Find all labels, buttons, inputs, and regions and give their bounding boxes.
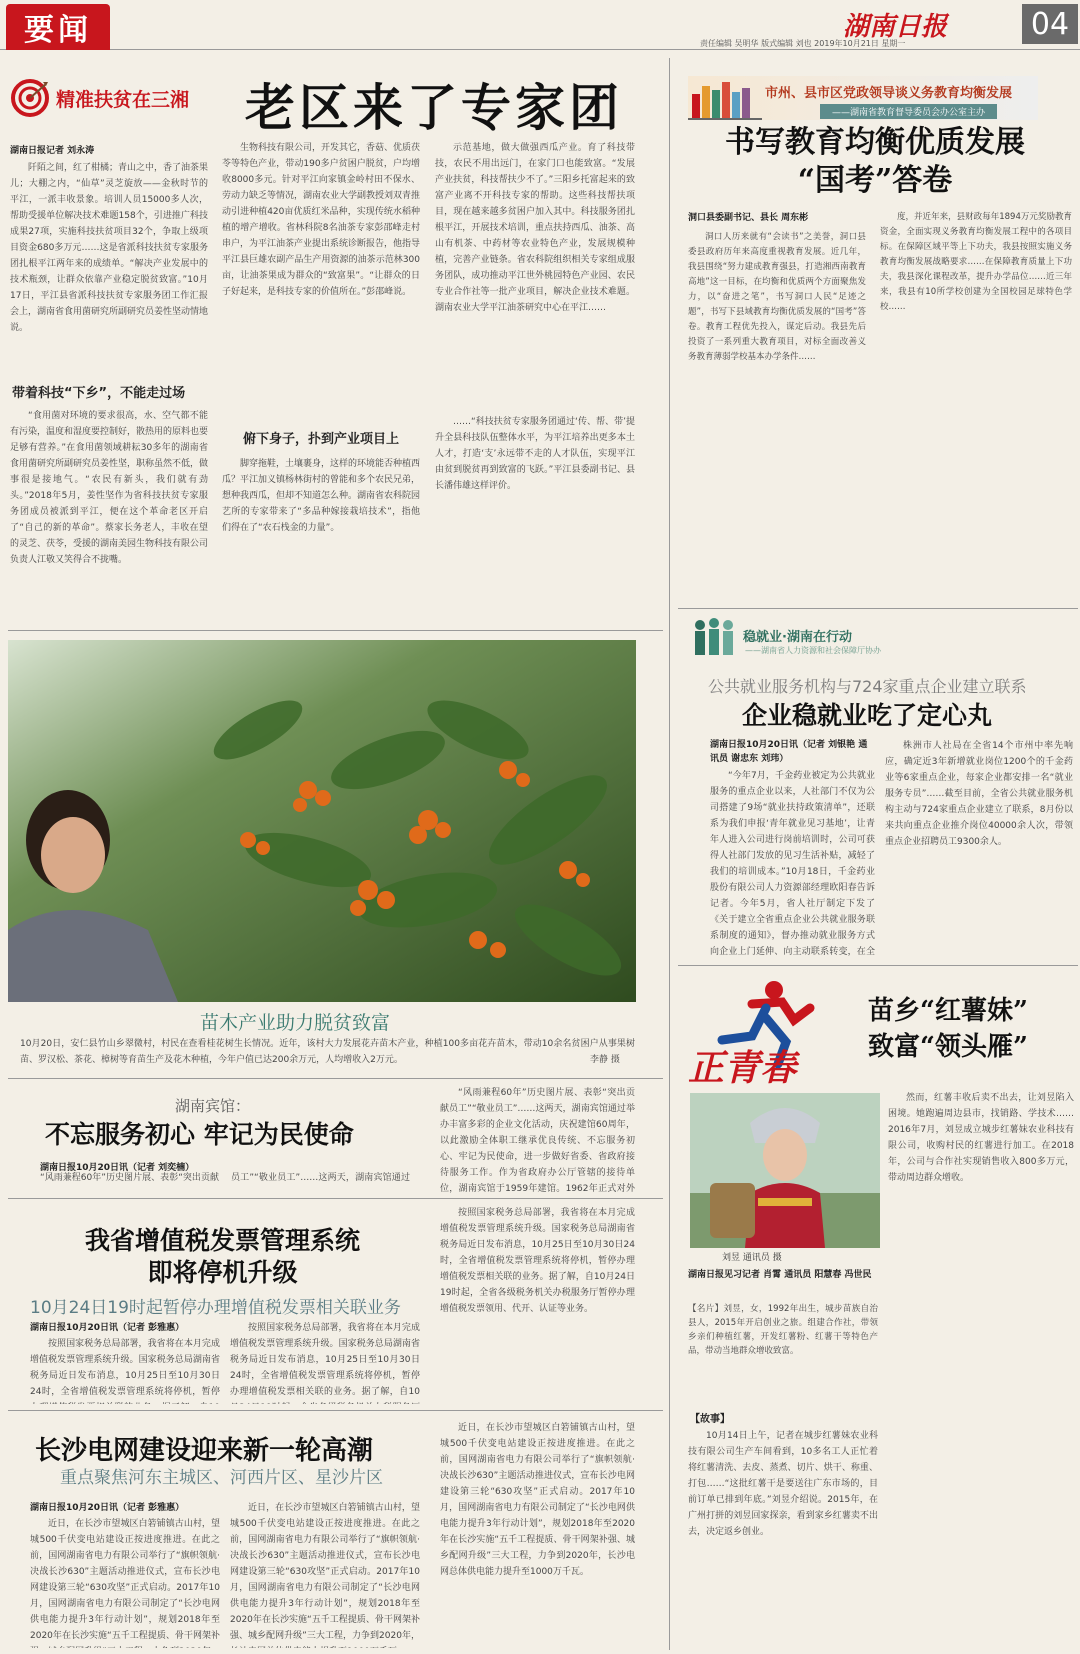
education-body-1: 洞口人历来就有“会读书”之美誉，洞口县委县政府历年来高度重视教育发展。近几年，我县围绕“努力建成教育强县，打造湘西南教育高地”这一目标，在均衡和优质两个方面聚焦发力，以“奋进之笔”，书写洞口人民“足迹之题”，书写下县域教育均衡优质发展的“国考”答卷。教育工程优先投入，谋定后动。我县先后投资了一系列重大教育项目，对标全面改善义务教育薄弱学校基本办学条件…… [688,232,866,362]
youth-story-label: 【故事】 [690,1414,730,1425]
grid-body: 近日，在长沙市望城区白箬铺镇古山村，望城500千伏变电站建设正按进度推进。在此之前，国网湖南省电力有限公司举行了“旗帜领航·决战长沙630”主题活动推进仪式，宣布长沙电网建设第三轮“630攻坚”正式启动。2017年10月，国网湖南省电力有限公司制定了“长沙电网供电能力提升3年行动计划”，规划2018年至2020年在长沙实施“五千工程提质、骨干网架补 [30,1519,220,1641]
education-byline: 洞口县委副书记、县长 周东彬 [688,213,809,223]
education-headline-line-2: “国考”答卷 [797,163,953,198]
paper-logo: 湖南日报 [843,12,948,42]
runner-icon [682,978,832,1088]
column-label [10,78,189,118]
youth-byline: 湖南日报见习记者 肖霄 通讯员 阳慧春 冯世民 [688,1270,872,1280]
grid-body-3: 近日，在长沙市望城区白箬铺镇古山村，望城500千伏变电站建设正按进度推进。在此之前，国网湖南省电力有限公司举行了“旗帜领航·决战长沙630”主题活动推进仪式，宣布长沙电网建设第三轮“630攻坚”正式启动。2017年10月，国网湖南省电力有限公司制定了“长沙电网供电能力提升3年行动计划”，规划2018年至2020年在长沙实施“五千工程提质、骨干网架补强、城乡配网升级”三大工程，力争到2020年，长沙电网总体供电能力提升至1000万千瓦。 [440,1423,635,1577]
education-headline [690,124,1060,200]
lead-body-1: “食用菌对环境的要求很高，水、空气都不能有污染，温度和湿度要控制好，散热用的原料也要足够有营养。”在食用菌领域耕耘30多年的湖南省食用菌研究所副研究员姜性坚，职称虽然不低，做事很是接地气。“农民有新头，我们就有劲头。”2018年5月，姜性坚作为省科技扶贫专家服务团成员被派到平江，便在这个革命老区开启了“自己的新的革命”。蔡家长务老人，丰收在望的灵芝、茯苓，受援的湖南美园生物科技有限公司负责人江敬又笑得合不拢嘴。 [10,411,208,565]
youth-headline-line-2: 致富“领头雁” [868,1032,1028,1062]
youth-body-2: 然而，红薯丰收后卖不出去，让刘昱陷入困境。她跑遍周边县市，找销路、学技术……2016年7月，刘昱成立城步红薯妹农业科技有限公司，收购村民的红薯进行加工。在2018年，公司与合作社实现销售收入800多万元，带动周边群众增收。 [888,1093,1074,1183]
section-rule [678,608,1078,609]
section-badge: 要闻 [6,4,110,50]
employment-deck: 公共就业服务机构与724家重点企业建立联系 [708,677,1027,696]
books-icon [688,76,762,120]
section-rule [8,630,663,631]
hotel-body-continued: “风雨兼程60年”历史图片展、表彰“突出贡献员工”“敬业员工”……这两天，湖南宾馆通过举办丰富多彩的企业文化活动，庆祝建馆60周年，以此激励全体职工继承优良传统、不忘服务初心、牢记为民使命，进一步做好省委、省政府接待服务工作。作为省政府办公厅管辖的接待单位，湖南宾馆于1959年建馆。1962年正式对外 [440,1088,635,1194]
lead-body-5: ……“科技扶贫专家服务团通过‘传、帮、带’提升全县科技队伍整体水平，为平江培养出更多本土人才，打造‘支’永远带不走的人才队伍，实现平江由贫到脱贫再到致富的飞跃。”平江县委副书记、县长潘伟雄这样评价。 [435,417,635,491]
youth-bio: 【名片】刘昱，女，1992年出生，城步苗族自治县人，2015年开启创业之旅。组建合作社，带领乡亲们种植红薯，开发红薯粉、红薯干等特色产品，带动当地群众增收致富。 [688,1304,878,1356]
osmanthus-photo-illustration [8,640,636,1002]
hotel-kicker: 湖南宾馆： [175,1097,251,1115]
hotel-body: “风雨兼程60年”历史图片展、表彰“突出贡献员工”“敬业员工”……这两天，湖南宾馆通过 [40,1173,410,1183]
education-banner-title: 市州、县市区党政领导谈义务教育均衡发展 [765,86,1013,101]
lead-subhead-2: 俯下身子，扑到产业项目上 [243,432,400,447]
lead-headline: 老区来了专家团 [245,78,623,137]
lead-body-4: 示范基地，做大做强西瓜产业。育了科技带技，农民不用出远门，在家门口也能致富。“发展产业扶贫，科技帮扶少不了。”三阳乡托富起来的致富产业离不开科技专家的帮助。这些科技帮扶项目，现在越来越多贫困户加入其中。科技服务团扎根平江，开展技术培训，重点扶持西瓜、油茶、高山有机茶、中药材等农业特色产业，发展规模种植，完善产业链条。省农科院组织相关专家组成服务团队，成功推动平江世外桃园特色产业园、农民专业合作社等一批产业项目，解决企业技术难题。湖南农业大学平江油茶研究中心在平江…… [435,143,635,313]
column-label-text: 精准扶贫在三湘 [56,88,190,111]
youth-body-1: 10月14日上午，记者在城步红薯妹农业科技有限公司生产车间看到，10多名工人正忙着将红薯清洗、去皮、蒸煮、切片、烘干、称重、打包……“这批红薯干是要送往广东市场的，目前订单已排到年底。”刘昱介绍说。2015年，在广州打拼的刘昱回家探亲，看到家乡红薯卖不出去，决定返乡创业。 [688,1431,878,1537]
profile-photo-caption: 刘昱 通讯员 摄 [722,1253,782,1263]
vat-body-3: 按照国家税务总局部署，我省将在本月完成增值税发票管理系统升级。国家税务总局湖南省税务局近日发布消息，10月25日至10月30日24时，全省增值税发票管理系统将停机，暂停办理增值税发票相关联的业务。据了解，自10月24日19时起，全省各级税务机关办税服务厅暂停办理增值税发票领用、代开、认证等业务。 [440,1208,635,1314]
employment-body-2: 株洲市人社局在全省14个市州中率先响应，确定近3年新增就业岗位1200个的千金药业等6家重点企业，每家企业都安排一名“就业服务专员”……截至目前，全省公共就业服务机构主动与724家重点企业建立了联系，8月份以来共向重点企业推介岗位40000余人次，带领重点企业招聘员工9300余人。 [885,741,1073,847]
lead-intro: 阡陌之间，红了柑橘；青山之中，香了油茶果儿；大棚之内，“仙草”灵芝旋放——金秋时节的平江，一派丰收景象。培训人员15000多人次，帮助受援单位解决技术难题158个，引进推广科技成果27项，实施科技扶贫项目32个，争取上级项目资金680多万元……这是省派科技扶贫专家服务团扎根平江两年来的成绩单。“解决产业发展中的技术瓶颈，让群众依靠产业稳定脱贫致富。”10月17日，平江县省派科技扶贫专家服务团工作汇报会上，湖南省食用菌研究所副研究员姜性坚动情地说。 [10,163,208,333]
employment-body-1: “今年7月，千金药业被定为公共就业服务的重点企业以来，人社部门不仅为公司搭建了9场“就业扶持政策清单”，还联系为我们申报‘青年就业见习基地’，让青年人进入公司进行岗前培训时，公司可获得人社部门发放的见习生活补贴，减轻了我们的培训成本。”10月18日，千金药业股份有限公司人力资源部经理欧阳春告诉记者。今年5月，省人社厅制定下发了《关于建立全省重点企业公共就业服务联系制度的通知》，督办推动就业服务方式向企业上门延伸、向主动联系转变，在全 [710,771,875,957]
grid-body-2: 近日，在长沙市望城区白箬铺镇古山村，望城500千伏变电站建设正按进度推进。在此之前，国网湖南省电力有限公司举行了“旗帜领航·决战长沙630”主题活动推进仪式，宣布长沙电网建设第三轮“630攻坚”正式启动。2017年10月，国网湖南省电力有限公司制定了“长沙电网供电能力提升3年行动计划”，规划2018年至2020年在长沙实施“五千工程提质、骨干网架补强、城乡配网升级”三大工程，力争到2020年， [230,1503,420,1641]
lead-byline: 湖南日报记者 刘永涛 [10,146,95,156]
grid-headline: 长沙电网建设迎来新一轮高潮 [35,1436,374,1466]
vat-body-2: 按照国家税务总局部署，我省将在本月完成增值税发票管理系统升级。国家税务总局湖南省税务局近日发布消息，10月25日至10月30日24时，全省增值税发票管理系统将停机，暂停办理增值税发票相关联的业务。据了解，自10 [230,1323,420,1397]
photo-caption-text: 10月20日，安仁县竹山乡翠微村，村民在查看桂花树生长情况。近年，该村大力发展花卉苗木产业，种植100多亩花卉苗木，带动10余名贫困户从事果树苗、罗汉松、茶花、樟树等育苗生产及花木种植，今年户值已达200余万元，人均增收入2万元。 [20,1039,635,1065]
vat-headline-line-1: 我省增值税发票管理系统 [84,1226,360,1255]
vat-headline-line-2: 即将停机升级 [147,1258,298,1287]
hotel-headline: 不忘服务初心 牢记为民使命 [45,1120,354,1149]
youth-logo-text: 正青春 [688,1047,797,1088]
youth-logo [682,978,832,1088]
edition-info: 责任编辑 吴明华 版式编辑 刘也 2019年10月21日 星期一 [700,39,906,48]
employment-headline: 企业稳就业吃了定心丸 [742,701,993,730]
lead-subhead-1: 带着科技“下乡”，不能走过场 [12,386,186,401]
vat-deck: 10月24日19时起暂停办理增值税发票相关联业务 [30,1298,401,1318]
youth-headline [868,993,1028,1065]
vat-headline [30,1225,415,1289]
section-rule [678,965,1078,966]
education-banner-subtitle: ——湖南省教育督导委员会办公室主办 [820,104,997,119]
news-photo [8,640,636,1002]
grid-byline: 湖南日报10月20日讯（记者 彭雅惠） [30,1503,185,1513]
page-number: 04 [1022,4,1078,44]
employment-byline: 湖南日报10月20日讯（记者 刘银艳 通讯员 谢忠东 刘玮） [710,740,868,764]
employment-banner-subtitle: ——湖南省人力资源和社会保障厅协办 [745,646,881,655]
vat-byline: 湖南日报10月20日讯（记者 彭雅惠） [30,1323,185,1333]
employment-banner-title: 稳就业·湖南在行动 [743,630,852,645]
grid-deck: 重点聚焦河东主城区、河西片区、星沙片区 [60,1468,383,1488]
youth-headline-line-1: 苗乡“红薯妹” [868,996,1028,1026]
section-rule [8,1410,663,1411]
portrait-illustration [690,1093,880,1248]
lead-body-3: 脚穿拖鞋，土壤裹身，这样的环境能否种植西瓜？平江加义镇杨林街村的曾能和多个农民兄弟，想种我西瓜，但却不知道怎么种。湖南省农科院园艺所的专家带来了“多品种嫁接栽培技术”，指他们得在了“农石栈金的力量”。 [222,459,420,533]
photo-credit: 李静 摄 [590,1055,620,1065]
profile-photo [690,1093,880,1248]
photo-caption-title: 苗木产业助力脱贫致富 [200,1012,391,1034]
people-icon [688,617,740,657]
vat-body: 按照国家税务总局部署，我省将在本月完成增值税发票管理系统升级。国家税务总局湖南省税务局近日发布消息，10月25日至10月30日24时，全省增值税发票管理系统将停机，暂停 [30,1339,220,1397]
lead-body-2: 生物科技有限公司，开发其它，香菇、优质茯苓等特色产业，带动190多户贫困户脱贫，户均增收8000多元。针对平江向家镇金岭村田不保水、劳动力缺乏等情况，湖南农业大学副教授刘双青推动引进种植420亩优质红米品种，实现传统水稻种植的增产增收。省林科院8名油茶专家彭邵峰走村串户，为平江油茶产业提出系统诊断报告，他指导平江县巨雄农副产品生产用资源的油茶示范林300亩，让油茶果成为群众的“致富果”。“让群众的日子好起来，是科技专家的价值所在。”彭邵峰说。 [222,143,420,297]
section-rule [8,1078,663,1079]
education-headline-line-1: 书写教育均衡优质发展 [725,125,1025,160]
education-body-2: 度，并近年来，县财政每年1894万元奖励教育资金，全面实现义务教育均衡发展工程中的各项目标。在保障区域平等上下功夫，我县按照实施义务教育均衡发展战略要求……在保障教育质量上下功夫，我县深化课程改革，提升办学品位……近三年来，我县有10所学校创建为全国校园足球特色学校…… [880,212,1072,312]
hotel-byline: 湖南日报10月20日讯（记者 刘奕楠） [40,1163,195,1173]
column-rule [669,58,670,1650]
section-rule [8,1198,663,1199]
target-icon [10,78,50,118]
